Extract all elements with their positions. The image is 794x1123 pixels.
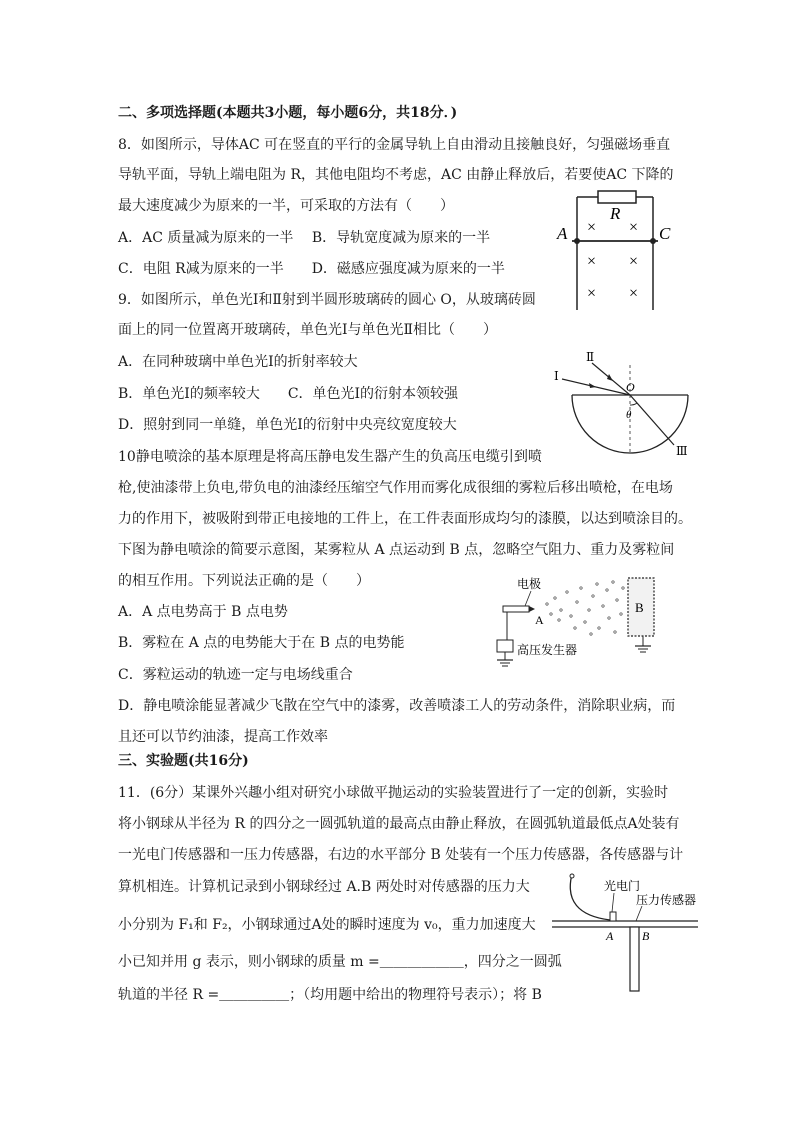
section-2-heading: 二、多项选择题(本题共3小题，每小题6分，共18分．) xyxy=(118,105,458,121)
q10-option-d-line-1: D．静电喷涂能显著减少飞散在空气中的漆雾，改善喷漆工人的劳动条件，消除职业病，而 xyxy=(118,698,676,714)
q11-text-line-2: 将小钢球从半径为 R 的四分之一圆弧轨道的最高点由静止释放，在圆弧轨道最低点A处装有 xyxy=(118,816,680,832)
ray-i-label: Ⅰ xyxy=(554,369,559,383)
point-c-label: C xyxy=(659,224,671,243)
field-symbol: × xyxy=(629,253,639,270)
vertical-post xyxy=(630,927,639,991)
q8-option-cd: C．电阻 R减为原来的一半 D．磁感应强度减为原来的一半 xyxy=(118,261,505,277)
q9-option-a: A．在同种玻璃中单色光Ⅰ的折射率较大 xyxy=(118,354,358,370)
q10-option-d-line-2: 且还可以节约油漆，提高工作效率 xyxy=(118,729,328,745)
q10-text-line-3: 力的作用下，被吸附到带正电接地的工件上，在工件表面形成均匀的漆膜，以达到喷涂目的。 xyxy=(118,511,692,527)
q8-text-line-1: 8．如图所示，导体AC 可在竖直的平行的金属导轨上自由滑动且接触良好，匀强磁场垂直 xyxy=(118,137,671,153)
point-a-label: A xyxy=(557,224,568,243)
resistor-symbol xyxy=(598,191,636,203)
q10-option-c: C．雾粒运动的轨迹一定与电场线重合 xyxy=(118,667,353,683)
electrostatic-spray-diagram xyxy=(485,570,665,675)
field-symbol: × xyxy=(629,285,639,302)
q8-text-line-2: 导轨平面，导轨上端电阻为 R，其他电阻均不考虑，AC 由静止释放后，若要使AC 下降的 xyxy=(118,167,674,183)
glass-semicircle-diagram xyxy=(548,345,694,460)
q9-option-d: D．照射到同一单缝，单色光Ⅰ的衍射中央亮纹宽度较大 xyxy=(118,417,457,433)
field-symbol: × xyxy=(629,219,639,236)
point-a-label: A xyxy=(535,613,544,627)
photogate-device xyxy=(610,912,616,921)
q11-text-line-6: 小已知并用 g 表示，则小钢球的质量 m =＿＿＿＿＿＿，四分之一圆弧 xyxy=(118,954,562,970)
pressure-sensor-label: 压力传感器 xyxy=(636,893,697,907)
q11-text-line-4: 算机相连。计算机记录到小钢球经过 A.B 两处时对传感器的压力大 xyxy=(118,879,530,895)
point-a-label: A xyxy=(606,929,614,943)
field-symbol: × xyxy=(587,285,597,302)
ray-iii-label: Ⅲ xyxy=(676,444,688,458)
ray-iii xyxy=(630,395,674,445)
ray-ii-label: Ⅱ xyxy=(586,350,595,364)
q8-text-line-3: 最大速度减少为原来的一半，可采取的方法有（ ） xyxy=(118,198,454,214)
spray-particles xyxy=(546,581,624,635)
q11-text-line-1: 11．(6分）某课外兴趣小组对研究小球做平抛运动的实验装置进行了一定的创新，实验时 xyxy=(118,785,669,801)
rail-circuit-diagram xyxy=(550,185,690,310)
q9-text-line-2: 面上的同一位置离开玻璃砖，单色光Ⅰ与单色光Ⅱ相比（ ） xyxy=(118,322,498,338)
q9-option-bc: B．单色光Ⅰ的频率较大 C．单色光Ⅰ的衍射本领较强 xyxy=(118,386,459,402)
resistor-label: R xyxy=(610,204,621,223)
point-b-label: B xyxy=(635,600,644,615)
q10-option-a: A．A 点电势高于 B 点电势 xyxy=(118,604,288,620)
q10-text-line-1: 10静电喷涂的基本原理是将高压静电发生器产生的负高压电缆引到喷 xyxy=(118,449,542,465)
q8-option-ab: A．AC 质量减为原来的一半 B．导轨宽度减为原来的一半 xyxy=(118,230,491,246)
q9-text-line-1: 9．如图所示，单色光Ⅰ和Ⅱ射到半圆形玻璃砖的圆心 O，从玻璃砖圆 xyxy=(118,292,536,308)
q11-text-line-3: 一光电门传感器和一压力传感器，右边的水平部分 B 处装有一个压力传感器，各传感器与计 xyxy=(118,847,684,863)
generator-label: 高压发生器 xyxy=(517,643,578,657)
q10-text-line-2: 枪,使油漆带上负电,带负电的油漆经压缩空气作用而雾化成很细的雾粒后移出喷枪，在电场 xyxy=(118,480,673,496)
q10-text-line-4: 下图为静电喷涂的简要示意图，某雾粒从 A 点运动到 B 点，忽略空气阻力、重力及雾粒间 xyxy=(118,542,675,558)
photogate-label: 光电门 xyxy=(604,879,641,893)
field-symbol: × xyxy=(587,219,597,236)
spray-gun xyxy=(503,606,529,612)
q11-text-line-5: 小分别为 F₁和 F₂，小钢球通过A处的瞬时速度为 v₀，重力加速度大 xyxy=(118,917,536,933)
angle-theta-label: θ xyxy=(626,409,632,421)
electrode-label: 电极 xyxy=(517,577,542,591)
q10-text-line-5: 的相互作用。下列说法正确的是（ ） xyxy=(118,573,370,589)
projectile-apparatus-diagram xyxy=(548,868,708,993)
section-3-heading: 三、实验题(共16分) xyxy=(118,753,249,769)
field-symbol: × xyxy=(587,253,597,270)
high-voltage-generator-box xyxy=(497,640,513,652)
point-b-label: B xyxy=(642,929,650,943)
center-o-label: O xyxy=(626,380,635,394)
q10-option-b: B．雾粒在 A 点的电势能大于在 B 点的电势能 xyxy=(118,635,405,651)
q11-text-line-7: 轨道的半径 R =＿＿＿＿＿；（均用题中给出的物理符号表示）；将 B xyxy=(118,987,542,1003)
